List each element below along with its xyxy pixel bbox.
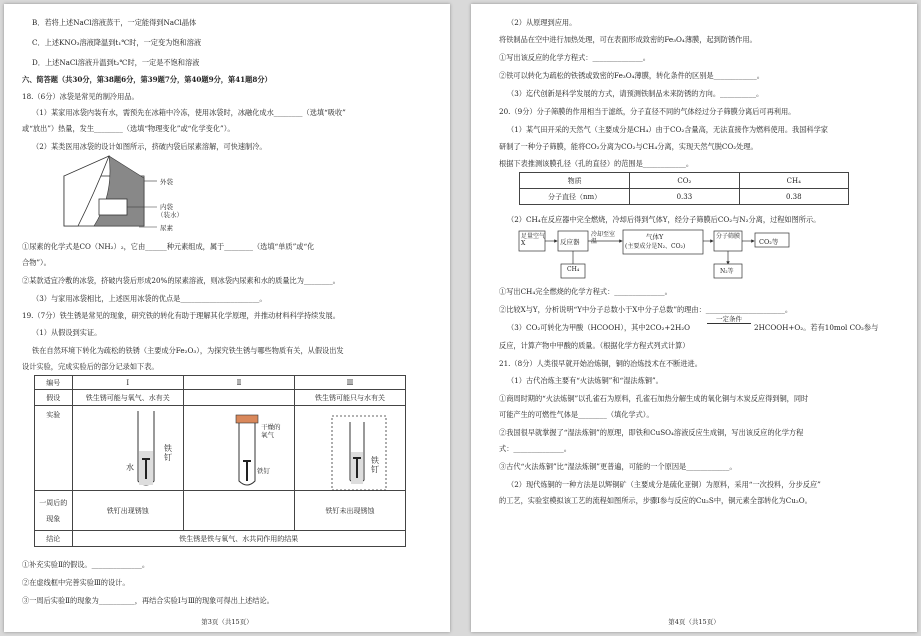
q18-1a: （1）某家用冰袋内装有水，需预先在冰箱中冷冻，使用冰袋时，冰融化成水________（选填“吸收” — [32, 108, 346, 117]
q20-3b: 2HCOOH+O₂。若有10mol CO₂参与 — [754, 323, 879, 332]
q20-3a: （3）CO₂可转化为甲酸（HCOOH），其中2CO₂+2H₂O — [507, 323, 690, 332]
q19-1-3: ③一周后实验Ⅱ的现象为__________，再结合实验Ⅰ与Ⅲ的现象可得出上述结论。 — [22, 596, 274, 605]
tube-2-dry-label: 干燥的 — [261, 423, 281, 431]
table-cell — [184, 491, 295, 531]
option-b: B．若将上述NaCl溶液蒸干，一定能得到NaCl晶体 — [32, 18, 197, 27]
flow-gas-y-detail: (主要成分是N₂、CO₂) — [625, 243, 686, 250]
table-cell: 实验 — [35, 406, 73, 491]
left-page — [4, 4, 450, 632]
q21-1-3: ③古代“火法炼铜”比“湿法炼铜”更普遍，可能的一个原因是____________。 — [499, 462, 737, 471]
flow-diagram — [517, 226, 817, 286]
q18-2-1a: ①尿素的化学式是CO（NH₂）₂，它由______种元素组成，属于________（选填“单质”或“化 — [22, 242, 315, 251]
phenomenon-label-a: 一周后的 — [39, 498, 68, 507]
q19-1-desc-a: 铁在自然环境下转化为疏松的铁锈（主要成分Fe₂O₃），为探究铁生锈与哪些物质有关，从假设出发 — [32, 346, 344, 355]
table-cell: 分子直径（nm） — [520, 189, 630, 205]
q19-3: （3）迄代创新是科学发展的方式，请预测铁制品未来防锈的方向。__________。 — [507, 89, 764, 98]
table-cell: 铁生锈可能与氧气、水有关 — [72, 390, 183, 406]
urea-label: 尿素 — [160, 224, 173, 232]
q19-1-1: ①补充实验Ⅱ的假设。______________。 — [22, 560, 150, 569]
table-cell: 假设 — [35, 390, 73, 406]
q21-2b: 的工艺，实验室模拟该工艺的流程如图所示，步骤Ⅰ参与反应的Cu₂S中，铜元素全部转化为Cu₂O。 — [499, 496, 812, 505]
q21-1: （1）古代冶炼主要有“火法炼铜”和“湿法炼铜”。 — [507, 376, 663, 385]
table-header: 物质 — [520, 173, 630, 189]
table-cell — [184, 390, 295, 406]
reaction-condition: 一定条件 — [707, 314, 751, 324]
flow-air-label: 足量空气X — [521, 233, 546, 247]
q20-stem: 20.（9分）分子筛膜的作用相当于滤纸，分子直径不同的气体经过分子筛膜分离后可再利用。 — [499, 107, 796, 116]
option-d: D．上述NaCl溶液升温到t₂℃时，一定是不饱和溶液 — [32, 58, 200, 67]
inner-bag-label: 内袋 — [160, 203, 173, 211]
q20-3c: 反应，计算产物中甲酸的质量。（根据化学方程式列式计算） — [499, 341, 690, 350]
table-cell: 铁生锈是铁与氧气、水共同作用的结果 — [72, 531, 405, 547]
table-cell: 0.33 — [630, 189, 739, 205]
table-cell: 铁钉出现锈蚀 — [72, 491, 183, 531]
table-header: CH₄ — [739, 173, 848, 189]
phenomenon-label-b: 现象 — [46, 514, 61, 523]
tube-3-dashed-box — [330, 414, 390, 494]
q18-2: （2）某类医用冰袋的设计如图所示，挤破内袋后尿素溶解，可快速制冷。 — [32, 142, 267, 151]
q21-1-1a: ①商周时期的“火法炼铜”以孔雀石为原料，孔雀石加热分解生成的氧化铜与木炭反应得到铜，同时 — [499, 394, 809, 403]
q18-3: （3）与家用冰袋相比，上述医用冰袋的优点是______________________。 — [32, 294, 267, 303]
tube-1-nail-label: 铁钉 — [164, 444, 172, 462]
q20-2-1: ①写出CH₄完全燃烧的化学方程式：______________。 — [499, 287, 672, 296]
q19-2-1: ①写出该反应的化学方程式：______________。 — [499, 53, 650, 62]
q20-1c: 根据下表推测该膜孔径（孔的直径）的范围是____________。 — [499, 159, 694, 168]
molecule-diameter-table — [519, 172, 849, 205]
q19-2-desc: 将铁制品在空中进行加热处理，可在表面形成致密的Fe₃O₄薄膜，起到防锈作用。 — [499, 35, 757, 44]
table-cell: 结论 — [35, 531, 73, 547]
tube-3-nail-label: 铁钉 — [371, 456, 379, 474]
table-header: Ⅱ — [184, 376, 295, 390]
q19-1-desc-b: 设计实验，完成实验后的部分记录如下表。 — [22, 362, 159, 371]
table-header: Ⅲ — [294, 376, 405, 390]
section-heading: 六、简答题（共30分，第38题6分，第39题7分，第40题9分，第41题8分） — [22, 75, 272, 84]
table-header: Ⅰ — [72, 376, 183, 390]
q21-1-1b: 可能产生的可燃性气体是________（填化学式）。 — [499, 410, 654, 419]
option-c: C．上述KNO₃溶液降温到t₁℃时，一定变为饱和溶液 — [32, 38, 202, 47]
q18-2-1b: 合物”）。 — [22, 258, 51, 267]
table-header: CO₂ — [630, 173, 739, 189]
q20-2: （2）CH₄在反应器中完全燃烧，冷却后得到气体Y，经分子筛膜后CO₂与N₂分离，过程如图所示。 — [507, 215, 821, 224]
flow-gas-y-label: 气体Y — [646, 233, 664, 241]
table-cell: 铁生锈可能只与水有关 — [294, 390, 405, 406]
q20-2-2: ②比较X与Y，分析说明“Y中分子总数小于X中分子总数”的理由：______________________。 — [499, 305, 793, 314]
q21-1-2a: ②我国很早就掌握了“湿法炼铜”的原理，即铁和CuSO₄溶液反应生成铜，写出该反应的化学方程 — [499, 428, 804, 437]
q18-stem: 18.（6分）冰袋是常见的制冷用品。 — [22, 92, 139, 101]
flow-cool-label: 冷却至室温 — [591, 231, 616, 245]
flow-ch4-label: CH₄ — [567, 266, 580, 273]
flow-n2-label: N₂等 — [720, 268, 734, 275]
q20-1a: （1）某气田开采的天然气（主要成分是CH₄）由于CO₂含量高，无法直接作为燃料使用。我国科学家 — [507, 125, 828, 134]
q19-1-2: ②在虚线框中完善实验Ⅲ的设计。 — [22, 578, 130, 587]
q20-1b: 研制了一种分子筛膜，能将CO₂分离为CO₂与CH₄分离，实现天然气脱CO₂处理。 — [499, 142, 758, 151]
tube-1-water-label: 水 — [126, 463, 134, 472]
flow-membrane-label: 分子筛膜 — [716, 233, 741, 240]
flow-reactor-label: 反应器 — [560, 238, 580, 246]
q19-stem: 19.（7分）铁生锈是常见的现象，研究铁的转化有助于理解其化学原理，并推动材料科学持续发展。 — [22, 311, 340, 320]
q18-2-2: ②某款适宜冷敷的冰袋，挤破内袋后形成20%的尿素溶液，则冰袋内尿素和水的质量比为________。 — [22, 276, 340, 285]
q19-2: （2）从原理到应用。 — [507, 18, 577, 27]
q21-2a: （2）现代炼铜的一种方法是以辉铜矿（主要成分是硫化亚铜）为原料，采用“一次投料，分步反应” — [507, 480, 821, 489]
q18-1b: 或“放出”）热量，发生________（选填“物理变化”或“化学变化”）。 — [22, 124, 235, 133]
page-footer-left: 第3页（共15页） — [201, 618, 253, 626]
table-cell — [35, 491, 73, 531]
table-cell: 铁钉未出现锈蚀 — [294, 491, 405, 531]
tube-2-oxygen-label: 氧气 — [261, 431, 274, 439]
flow-co2-label: CO₂等 — [759, 238, 779, 246]
tube-2-nail-label: 铁钉 — [257, 467, 270, 475]
q19-1: （1）从假设到实证。 — [32, 328, 102, 337]
q21-stem: 21.（8分）人类很早就开始冶炼铜，铜的冶炼技术在不断进进。 — [499, 359, 702, 368]
table-header: 编号 — [35, 376, 73, 390]
page-footer-right: 第4页（共15页） — [668, 618, 720, 626]
q21-1-2b: 式：______________。 — [499, 444, 571, 453]
right-page — [471, 4, 917, 632]
inner-bag-water-label: （装水） — [157, 211, 183, 219]
q19-2-2: ②铁可以转化为疏松的铁锈或致密的Fe₃O₄薄膜，转化条件的区别是____________。 — [499, 71, 764, 80]
table-cell: 0.38 — [739, 189, 848, 205]
ice-pack-figure — [54, 154, 214, 234]
outer-bag-label: 外袋 — [160, 178, 173, 186]
